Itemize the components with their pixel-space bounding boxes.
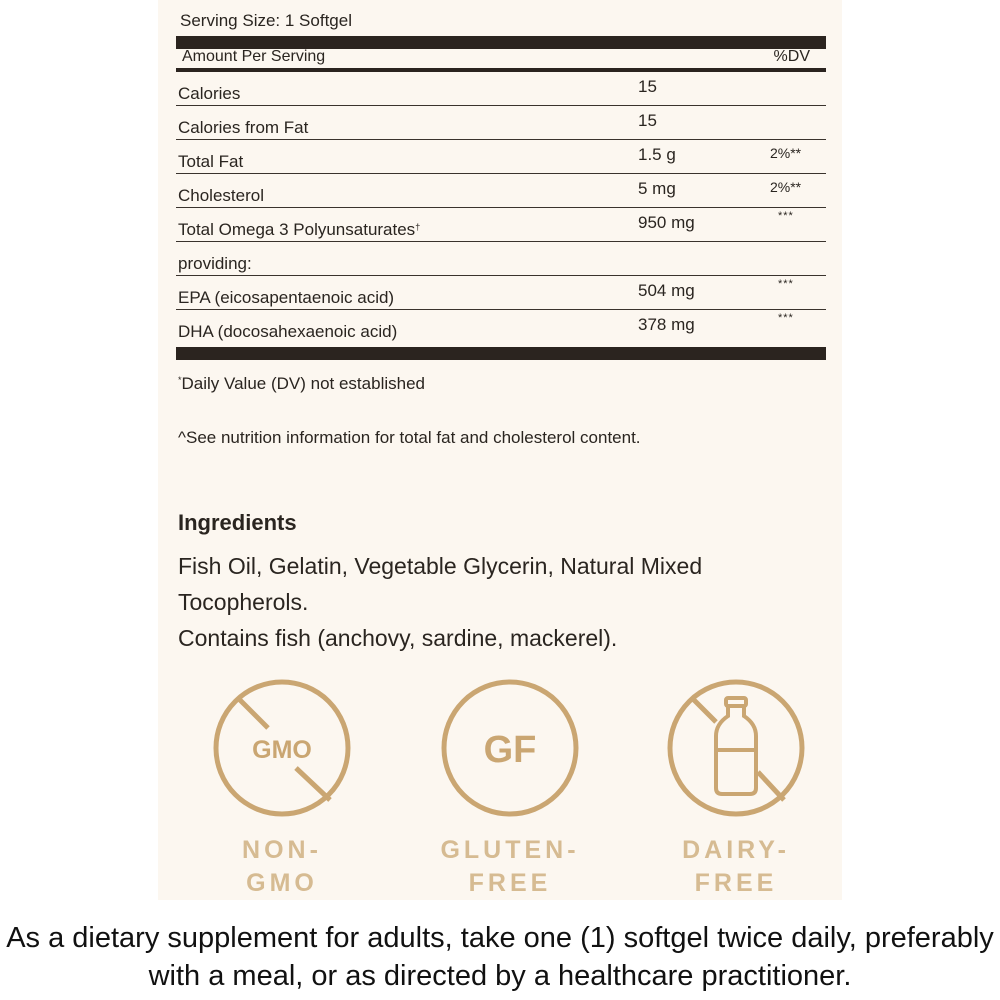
- nutrient-name: Calories: [178, 84, 241, 103]
- nutrition-table: [176, 72, 826, 343]
- nutrient-amount: 378 mg: [638, 315, 695, 334]
- ingredients-heading: Ingredients: [178, 510, 297, 535]
- table-row: [176, 208, 826, 242]
- nutrient-amount: 5 mg: [638, 179, 676, 198]
- table-row: [176, 72, 826, 106]
- footnote-dv-text: Daily Value (DV) not established: [181, 374, 425, 393]
- nutrient-dv: 2%**: [770, 179, 802, 195]
- nutrient-name: EPA (eicosapentaenoic acid): [178, 288, 395, 307]
- dagger-mark: †: [415, 222, 421, 232]
- non-gmo-badge: [202, 676, 362, 900]
- dairy-free-badge: [656, 676, 816, 900]
- nutrient-dv: ***: [778, 278, 794, 290]
- nutrient-name: Cholesterol: [178, 186, 264, 205]
- badge-line-2: GMO: [246, 869, 318, 897]
- dairy-free-caption: [656, 834, 816, 900]
- footnote-dv: [178, 374, 425, 394]
- badge-line-1: GLUTEN-: [440, 836, 580, 864]
- table-row: [176, 276, 826, 310]
- table-row: [176, 242, 826, 276]
- facts-bottom-rule: [176, 347, 826, 360]
- table-row: [176, 310, 826, 343]
- nutrient-dv: ***: [778, 312, 794, 324]
- nutrient-amount: 15: [638, 77, 657, 96]
- milk-bottle-icon: [716, 698, 756, 794]
- ingredients-list: Fish Oil, Gelatin, Vegetable Glycerin, Natural Mixed Tocopherols.: [178, 553, 703, 615]
- gmo-icon-text: GMO: [252, 736, 312, 764]
- nutrient-name: [178, 220, 420, 240]
- non-gmo-icon: [210, 676, 354, 820]
- dv-column-header: %DV: [773, 48, 810, 65]
- amount-per-serving-label: Amount Per Serving: [182, 48, 326, 65]
- nutrient-name: providing:: [178, 254, 252, 273]
- nutrient-name-text: Total Omega 3 Polyunsaturates: [178, 220, 416, 239]
- table-row: [176, 174, 826, 208]
- badge-line-1: NON-: [242, 836, 322, 864]
- serving-size: Serving Size: 1 Softgel: [180, 11, 352, 30]
- non-gmo-caption: [202, 834, 362, 900]
- nutrient-amount: 1.5 g: [638, 145, 676, 164]
- badge-line-2: FREE: [694, 869, 778, 897]
- nutrient-dv: ***: [778, 210, 794, 222]
- nutrient-dv: 2%**: [770, 145, 802, 161]
- nutrient-name: Total Fat: [178, 152, 244, 171]
- gluten-free-badge: [430, 676, 590, 900]
- nutrient-amount: 504 mg: [638, 281, 695, 300]
- usage-instructions: As a dietary supplement for adults, take one (1) softgel twice daily, preferably with a meal, or as directed by a healthcare practitioner.: [6, 922, 994, 992]
- table-row: [176, 140, 826, 174]
- nutrient-amount: 15: [638, 111, 657, 130]
- footnote-mark: *: [178, 375, 182, 385]
- allergen-statement: Contains fish (anchovy, sardine, mackerel).: [178, 625, 618, 651]
- footnote-see: ^See nutrition information for total fat and cholesterol content.: [178, 428, 641, 447]
- nutrient-name: DHA (docosahexaenoic acid): [178, 322, 398, 341]
- table-row: [176, 106, 826, 140]
- gluten-free-icon: [438, 676, 582, 820]
- amount-per-serving-header: [176, 48, 826, 68]
- dairy-free-icon: [664, 676, 808, 820]
- gluten-free-caption: [430, 834, 590, 900]
- gf-icon-text: GF: [483, 729, 537, 771]
- badge-line-1: DAIRY-: [682, 836, 790, 864]
- nutrient-name: Calories from Fat: [178, 118, 309, 137]
- ingredients-text: [178, 548, 818, 656]
- badge-line-2: FREE: [468, 869, 552, 897]
- nutrient-amount: 950 mg: [638, 213, 695, 232]
